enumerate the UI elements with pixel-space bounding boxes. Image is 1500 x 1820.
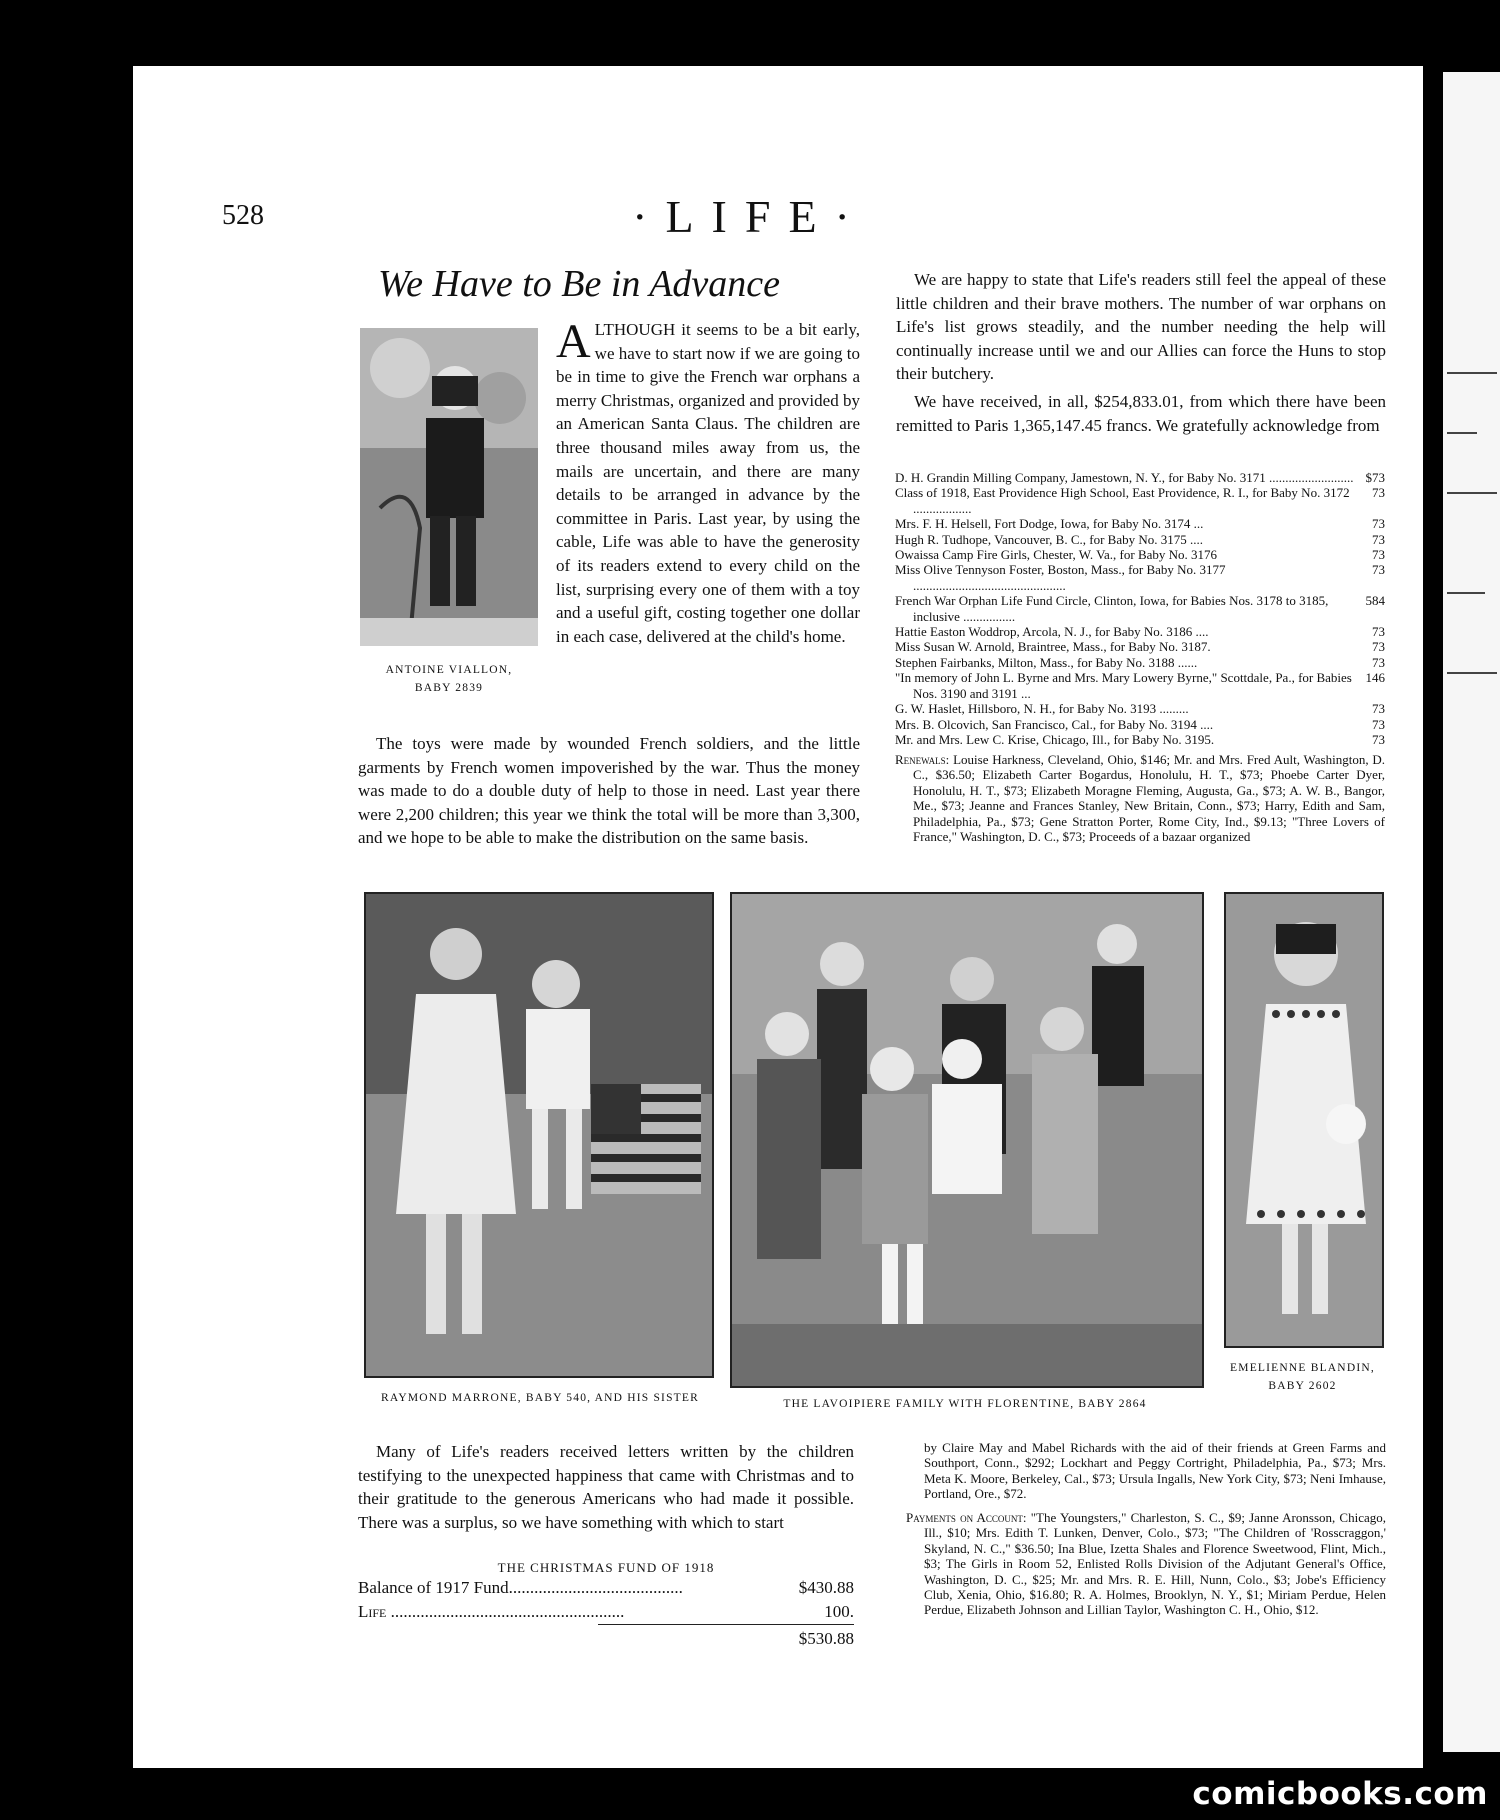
drop-cap: A [556, 315, 591, 368]
caption-lavoipiere: THE LAVOIPIERE FAMILY WITH FLORENTINE, BABY 2864 [783, 1398, 1147, 1410]
caption-emelienne-line2: BABY 2602 [1268, 1380, 1337, 1392]
article-intro [556, 315, 860, 648]
page-number: 528 [222, 200, 264, 231]
photo-lavoipiere-family [730, 892, 1204, 1388]
payments-text: "The Youngsters," Charleston, S. C., $9; Janne Aronsson, Chicago, Ill., $10; Mrs. Edith T. Lunken, Denver, Colo., $73; "The Children of 'Rosscraggon,' Skyland, N. C.," $36.50; Ina Blue, Izetta Shales and Florence Sweetwood, Flint, Mich., $3; The Girls in Room 52, Enlisted Rolls Division of the Adjutant General's Office, Washington, D. C., $25; Mr. and Mrs. R. E. Hill, Nunn, Colo., $3; Jobe's Efficiency Club, Xenia, Ohio, $16.80; R. A. Holmes, Brooklyn, N. Y., $1; Miriam Perdue, Helen Perdue, Elizabeth Johnson and Lillian Taylor, Washington C. H., Ohio, $12. [924, 1510, 1387, 1618]
payments-label: Payments on Account: [906, 1510, 1027, 1525]
christmas-fund-table [358, 1560, 854, 1649]
right-paragraph-1: We are happy to state that Life's readers still feel the appeal of these little children and their brave mothers. The number of war orphans on Life's list grows steadily, and the number needing the help will continually increase until we and our Allies can force the Huns to stop their butchery. [896, 270, 1386, 384]
renewals-block [895, 752, 1385, 844]
photo-emelienne-blandin [1224, 892, 1384, 1348]
donation-row: Hugh R. Tudhope, Vancouver, B. C., for Baby No. 3175 .... 73 [895, 531, 1385, 547]
donation-list [895, 470, 1385, 747]
renewals-continued: by Claire May and Mabel Richards with the aid of their friends at Green Farms and Southport, Conn., $292; Lockhart and Peggy Cortright, Philadelphia, Pa., $73; Mrs. Meta K. Moore, Berkeley, Cal., $73; Ursula Ingalls, New York City, $73; Neni Imhause, Portland, Ore., $72. [924, 1440, 1386, 1502]
donation-row: Miss Susan W. Arnold, Braintree, Mass., for Baby No. 3187. 73 [895, 639, 1385, 655]
site-watermark: comicbooks.com [1192, 1776, 1488, 1812]
donation-row: Mr. and Mrs. Lew C. Krise, Chicago, Ill., for Baby No. 3195. 73 [895, 731, 1385, 747]
renewals-text: Louise Harkness, Cleveland, Ohio, $146; Mr. and Mrs. Fred Ault, Washington, D. C., $36.50; Elizabeth Carter Bogardus, Honolulu, H. T., $73; Phoebe Carter Dyer, Honolulu, H. T., $73; Elizabeth Moragne Fleming, Augusta, Ga., $73; A. W. B., Bangor, Me., $73; Jeanne and Frances Stanley, New Britain, Conn., $73; Harry, Edith and Sam, Philadelphia, Pa., $73; Gene Stratton Porter, Rome City, Ind., $9.13; "Three Lovers of France," Washington, D. C., $73; Proceeds of a bazaar organized [913, 752, 1386, 845]
article-title: We Have to Be in Advance [378, 263, 781, 305]
payments-block [906, 1510, 1386, 1618]
donation-row: D. H. Grandin Milling Company, Jamestown, N. Y., for Baby No. 3171 .......................... $73 [895, 470, 1385, 485]
caption-antoine-line1: ANTOINE VIALLON, [385, 664, 513, 676]
photo-emelienne-image [1226, 894, 1382, 1346]
donation-row: Owaissa Camp Fire Girls, Chester, W. Va., for Baby No. 3176 73 [895, 547, 1385, 563]
donation-row: Class of 1918, East Providence High School, East Providence, R. I., for Baby No. 3172 .................. 73 [895, 485, 1385, 516]
donation-row: G. W. Haslet, Hillsboro, N. H., for Baby No. 3193 ......... 73 [895, 701, 1385, 717]
renewals-label: Renewals: [895, 752, 950, 767]
adjacent-page-edge [1443, 72, 1500, 1752]
donation-row: Mrs. F. H. Helsell, Fort Dodge, Iowa, for Baby No. 3174 ... 73 [895, 516, 1385, 532]
photo-antoine-viallon [360, 328, 538, 646]
donation-row: Mrs. B. Olcovich, San Francisco, Cal., for Baby No. 3194 .... 73 [895, 716, 1385, 732]
photo-raymond-marrone [364, 892, 714, 1378]
bottom-paragraph: Many of Life's readers received letters written by the children testifying to the unexpected happiness that came with Christmas and to their gratitude to the generous Americans who had made it possible. There was a surplus, so we have something with which to start [358, 1442, 854, 1532]
donation-row: Hattie Easton Woddrop, Arcola, N. J., for Baby No. 3186 .... 73 [895, 624, 1385, 640]
donation-row: "In memory of John L. Byrne and Mrs. Mary Lowery Byrne," Scottdale, Pa., for Babies Nos. 3190 and 3191 ... 146 [895, 670, 1385, 701]
right-paragraph-2: We have received, in all, $254,833.01, from which there have been remitted to Paris 1,365,147.45 francs. We gratefully acknowledge from [896, 392, 1386, 435]
fund-row: Life ....................................................... 100. [358, 1602, 854, 1621]
caption-antoine-line2: BABY 2839 [414, 682, 484, 694]
masthead: ·LIFE· [632, 191, 868, 242]
photo-antoine-image [360, 328, 538, 646]
fund-heading: THE CHRISTMAS FUND OF 1918 [497, 1560, 715, 1575]
fund-row: Balance of 1917 Fund......................................... $430.88 [358, 1578, 854, 1597]
article-paragraph-2: The toys were made by wounded French soldiers, and the little garments by French women impoverished by the war. Thus the money was made to do a double duty of help to those in need. Last year there were 2,200 children; this year we think the total will be more than 3,300, and we hope to be able to make the distribution on the same basis. [358, 734, 860, 848]
donation-row: Miss Olive Tennyson Foster, Boston, Mass., for Baby No. 3177 ............................................... 73 [895, 562, 1385, 593]
photo-raymond-image [366, 894, 712, 1376]
donation-row: French War Orphan Life Fund Circle, Clinton, Iowa, for Babies Nos. 3178 to 3185, inclusive ................ 584 [895, 593, 1385, 624]
caption-raymond: RAYMOND MARRONE, BABY 540, AND HIS SISTER [381, 1392, 699, 1404]
fund-total: $530.88 [598, 1624, 854, 1649]
donation-row: Stephen Fairbanks, Milton, Mass., for Baby No. 3188 ...... 73 [895, 654, 1385, 670]
intro-text: LTHOUGH it seems to be a bit early, we have to start now if we are going to be in time to give the French war orphans a merry Christmas, organized and provided by an American Santa Claus. The children are three thousand miles away from us, the mails are uncertain, and there are many details to be arranged in advance by the committee in Paris. Last year, by using the cable, Life was able to have the generosity of its readers extend to every child on the list, surprising every one of them with a toy and a useful gift, costing together one dollar in each case, delivered at the child's home. [556, 320, 860, 646]
caption-emelienne-line1: EMELIENNE BLANDIN, [1230, 1362, 1375, 1374]
photo-lavoipiere-image [732, 894, 1202, 1386]
page-gutter [1423, 0, 1443, 1820]
